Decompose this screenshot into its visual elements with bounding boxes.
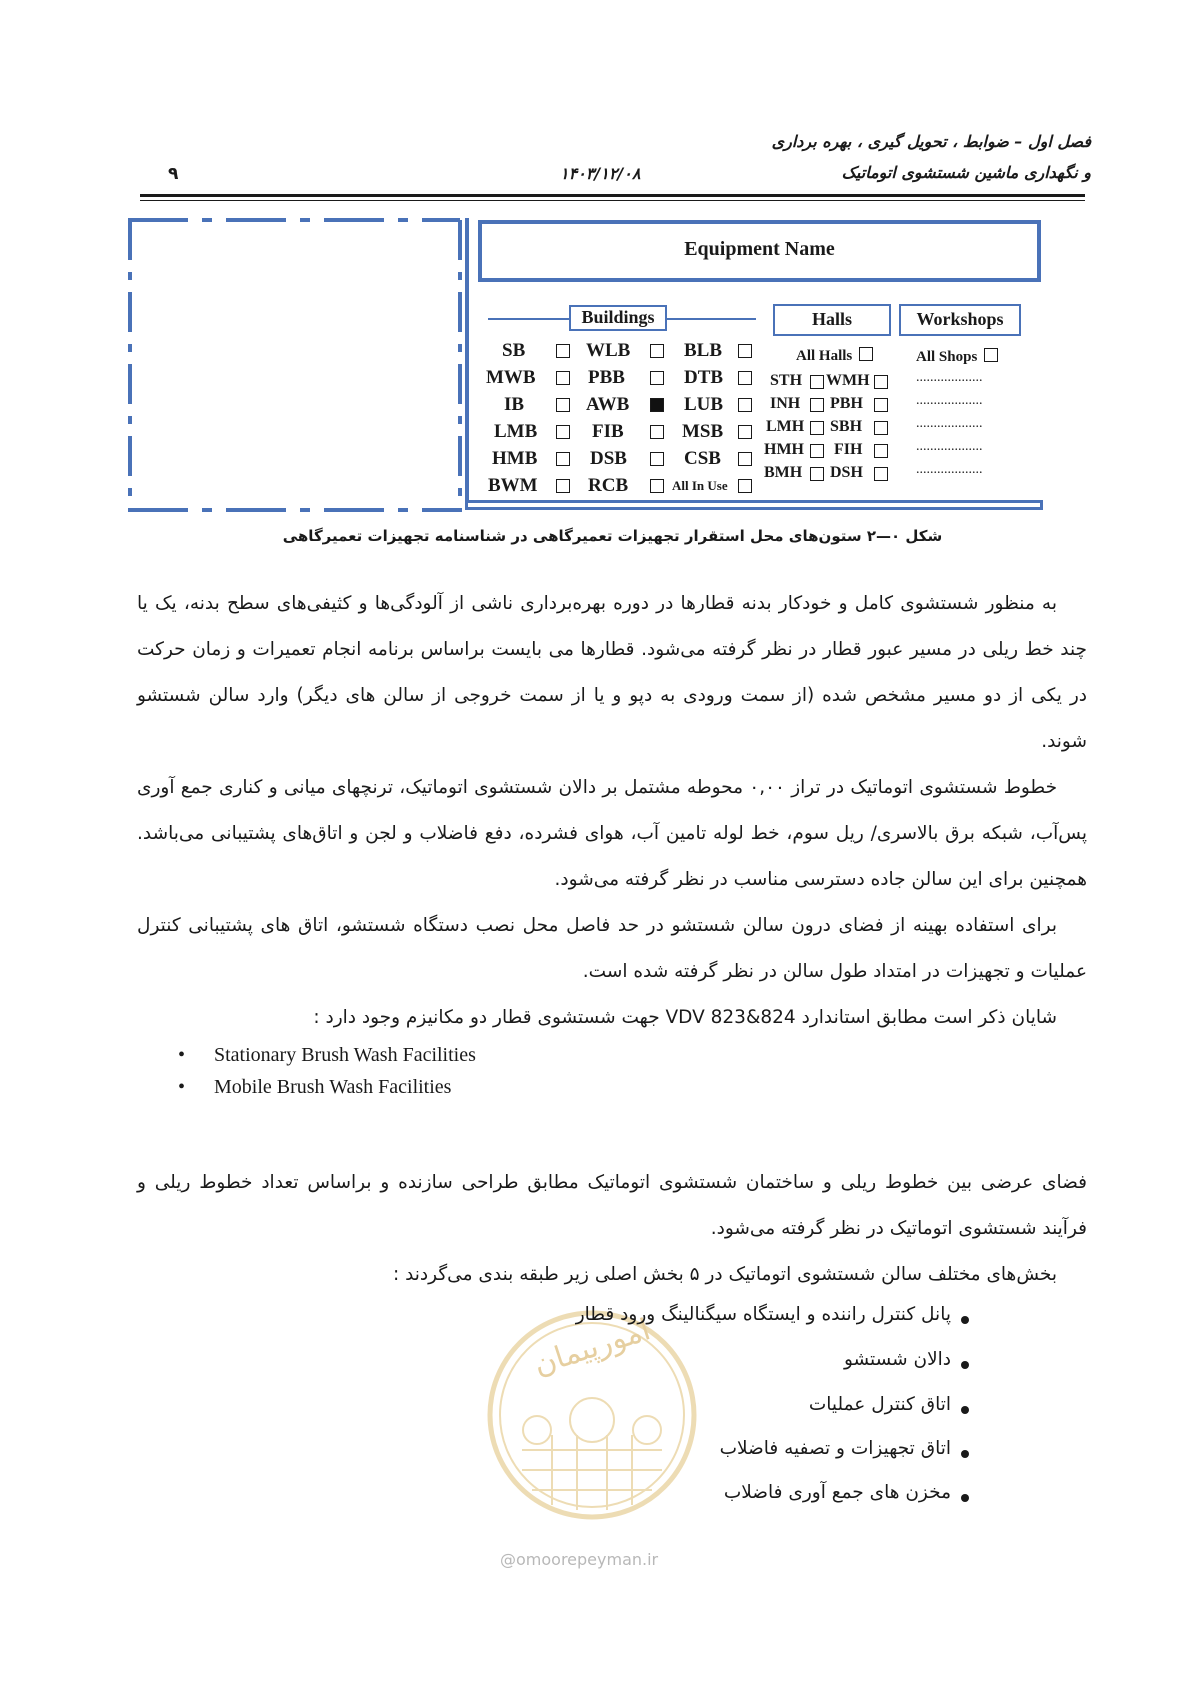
hall-code: DSH	[830, 464, 863, 481]
hall-checkbox[interactable]	[810, 375, 824, 389]
buildings-col3	[672, 340, 762, 502]
watermark-logo-text: امورپیمان	[529, 1312, 655, 1383]
hall-checkbox[interactable]	[874, 398, 888, 412]
halls-label: Halls	[811, 309, 852, 329]
building-code: BLB	[684, 340, 723, 361]
fa-bullet-dot	[961, 1316, 969, 1324]
halls-all-label: All Halls	[796, 348, 853, 364]
workshops-box	[899, 304, 1021, 336]
halls-box	[773, 304, 891, 336]
hall-code: WMH	[826, 372, 870, 389]
fa-bullet-item: اتاق تجهیزات و تصفیه فاضلاب	[719, 1438, 951, 1459]
building-checkbox[interactable]	[556, 452, 570, 466]
building-code: WLB	[586, 340, 631, 361]
hall-checkbox[interactable]	[874, 444, 888, 458]
paragraph-4: شایان ذکر است مطابق استاندارد VDV 823&824 جهت شستشوی قطار دو مکانیزم وجود دارد :	[313, 1007, 1057, 1028]
header-rule-thick	[140, 194, 1085, 197]
workshops-label: Workshops	[916, 309, 1004, 329]
building-code: HMB	[492, 448, 538, 469]
building-checkbox[interactable]	[556, 344, 570, 358]
building-code: All In Use	[672, 478, 728, 493]
buildings-label: Buildings	[581, 307, 655, 327]
building-code: IB	[504, 394, 525, 415]
building-code: LMB	[494, 421, 538, 442]
en-bullet-item: • Mobile Brush Wash Facilities	[178, 1076, 451, 1099]
building-code: BWM	[488, 475, 538, 496]
watermark-url: @omoorepeyman.ir	[500, 1550, 659, 1569]
halls-all-checkbox[interactable]	[859, 347, 873, 361]
building-code: SB	[502, 340, 526, 361]
building-code: DTB	[684, 367, 724, 388]
building-code: LUB	[684, 394, 724, 415]
hall-code: PBH	[830, 395, 863, 412]
buildings-box	[569, 305, 667, 331]
hall-checkbox[interactable]	[874, 467, 888, 481]
building-checkbox[interactable]	[650, 425, 664, 439]
halls-all	[796, 345, 873, 365]
building-checkbox[interactable]	[650, 452, 664, 466]
building-code: DSB	[590, 448, 627, 469]
workshops-all-label: All Shops	[916, 349, 978, 365]
building-checkbox[interactable]	[556, 479, 570, 493]
watermark-logo	[482, 1300, 702, 1530]
hall-checkbox[interactable]	[810, 398, 824, 412]
building-checkbox[interactable]	[650, 479, 664, 493]
paragraph-2: خطوط شستشوی اتوماتیک در تراز ۰,۰۰ محوطه مشتمل بر دالان شستشوی اتوماتیک، ترنچهای میانی و کناری جمع آوری پس‌آب، شبکه برق بالاسری/ ریل سوم، خط لوله تامین آب، هوای فشرده، دفع فاضلاب و لجن و اتاق‌های پشتیبانی می‌باشد. همچنین برای این سالن جاده دسترسی مناسب در نظر گرفته می‌شود.	[137, 777, 1087, 890]
hall-code: LMH	[766, 418, 805, 435]
header-title-line2: و نگهداری ماشین شستشوی اتوماتیک	[841, 163, 1091, 182]
buildings-col1	[484, 340, 574, 502]
workshop-dotted-line: ...................	[916, 439, 983, 454]
hall-checkbox[interactable]	[874, 375, 888, 389]
halls-grid	[764, 372, 904, 487]
image-placeholder-frame	[126, 216, 462, 514]
equipment-name-box	[478, 220, 1041, 282]
fa-bullet-item: پانل کنترل راننده و ایستگاه سیگنالینگ ورود قطار	[575, 1304, 951, 1325]
building-checkbox[interactable]	[738, 479, 752, 493]
building-code: AWB	[586, 394, 630, 415]
building-checkbox[interactable]	[738, 398, 752, 412]
building-checkbox-checked[interactable]	[650, 398, 664, 412]
building-code: RCB	[588, 475, 629, 496]
paragraph-1: به منظور شستشوی کامل و خودکار بدنه قطارها در دوره بهره‌برداری ناشی از آلودگی‌ها و کثیفی‌های سطح بدنه، یک یا چند خط ریلی در مسیر عبور قطار در نظر گرفته می‌شود. قطارها می بایست براساس برنامه انجام تعمیرات و زمان حرکت در یکی از دو مسیر مشخص شده (از سمت ورودی به دپو و یا از سمت خروجی از سالن های دیگر) وارد سالن شستشو شوند.	[137, 593, 1087, 752]
building-checkbox[interactable]	[650, 344, 664, 358]
hall-checkbox[interactable]	[810, 444, 824, 458]
paragraph-6: بخش‌های مختلف سالن شستشوی اتوماتیک در ۵ بخش اصلی زیر طبقه بندی می‌گردند :	[392, 1264, 1057, 1285]
hall-code: STH	[770, 372, 803, 389]
figure-caption: شکل ۰—۲ ستون‌های محل استقرار تجهیزات تعمیرگاهی در شناسنامه تجهیزات تعمیرگاهی	[282, 527, 943, 545]
header-title-line1: فصل اول – ضوابط ، تحویل گیری ، بهره برداری	[771, 132, 1091, 151]
building-code: MWB	[486, 367, 536, 388]
header-date: ۱۴۰۳/۱۲/۰۸	[560, 164, 641, 183]
building-checkbox[interactable]	[738, 452, 752, 466]
workshop-dotted-line: ...................	[916, 393, 983, 408]
workshop-dotted-line: ...................	[916, 462, 983, 477]
building-checkbox[interactable]	[556, 425, 570, 439]
building-code: FIB	[592, 421, 624, 442]
workshops-all	[916, 346, 998, 366]
building-code: PBB	[588, 367, 625, 388]
workshop-dotted-line: ...................	[916, 416, 983, 431]
building-code: CSB	[684, 448, 721, 469]
workshops-dotted-lines	[916, 370, 1008, 485]
fa-bullet-item: اتاق کنترل عملیات	[808, 1394, 951, 1415]
fa-bullet-dot	[961, 1494, 969, 1502]
hall-checkbox[interactable]	[810, 467, 824, 481]
buildings-col2	[584, 340, 674, 502]
paragraph-3: برای استفاده بهینه از فضای درون سالن شستشو در حد فاصل محل نصب دستگاه شستشو، اتاق های پشتیبانی کنترل عملیات و تجهیزات در امتداد طول سالن در نظر گرفته شده است.	[137, 915, 1087, 982]
building-checkbox[interactable]	[556, 398, 570, 412]
fa-bullet-item: مخزن های جمع آوری فاضلاب	[723, 1482, 951, 1503]
fa-bullet-dot	[961, 1361, 969, 1369]
en-bullet-item: • Stationary Brush Wash Facilities	[178, 1044, 476, 1067]
hall-checkbox[interactable]	[810, 421, 824, 435]
workshop-dotted-line: ...................	[916, 370, 983, 385]
building-checkbox[interactable]	[650, 371, 664, 385]
fa-bullet-dot	[961, 1450, 969, 1458]
fa-bullet-dot	[961, 1406, 969, 1414]
hall-code: SBH	[830, 418, 863, 435]
building-checkbox[interactable]	[738, 344, 752, 358]
equipment-name-label: Equipment Name	[684, 238, 835, 260]
hall-code: INH	[770, 395, 801, 412]
fa-bullet-item: دالان شستشو	[843, 1349, 951, 1370]
header-rule-thin	[140, 200, 1085, 201]
building-checkbox[interactable]	[738, 425, 752, 439]
hall-code: HMH	[764, 441, 804, 458]
hall-code: BMH	[764, 464, 803, 481]
hall-checkbox[interactable]	[874, 421, 888, 435]
building-code: MSB	[682, 421, 724, 442]
building-checkbox[interactable]	[738, 371, 752, 385]
building-checkbox[interactable]	[556, 371, 570, 385]
page-number: ۹	[168, 164, 179, 184]
hall-code: FIH	[834, 441, 863, 458]
paragraph-5: فضای عرضی بین خطوط ریلی و ساختمان شستشوی اتوماتیک مطابق طراحی سازنده و براساس تعداد خطوط ریلی و فرآیند شستشوی اتوماتیک در نظر گرفته می‌شود.	[137, 1172, 1087, 1239]
workshops-all-checkbox[interactable]	[984, 348, 998, 362]
